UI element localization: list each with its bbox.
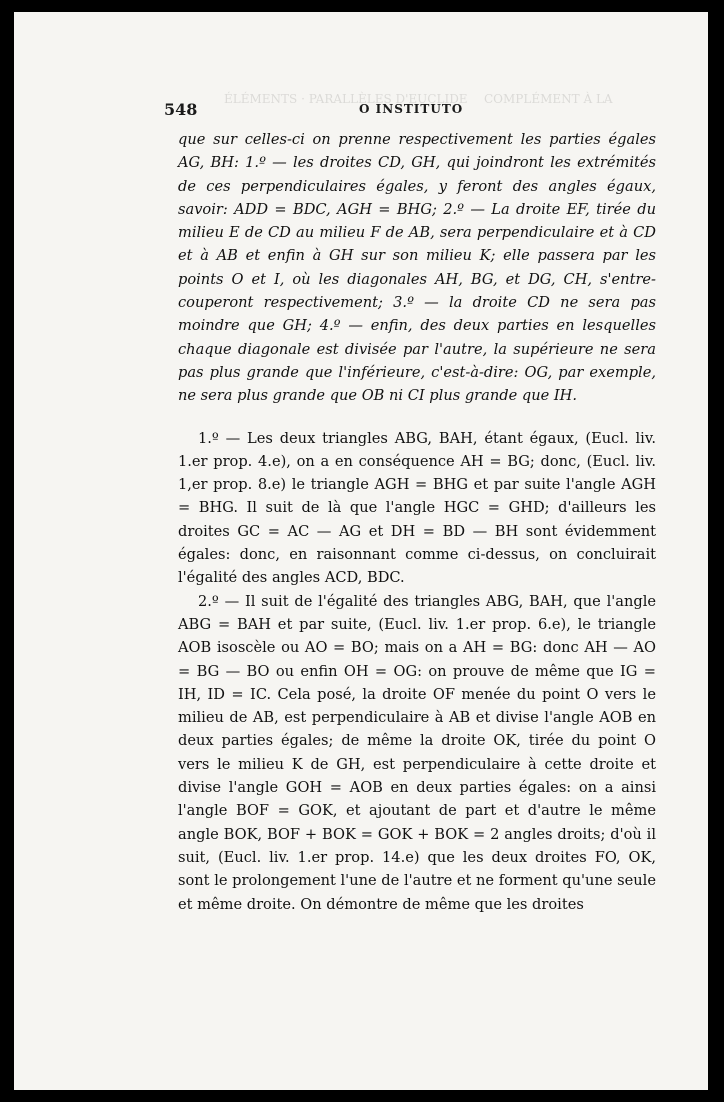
proof-paragraph-2: 2.º — Il suit de l'égalité des triangles ABG, BAH, que l'angle ABG = BAH et par suite, (Eucl. liv. 1.er prop. 6.e), le triangle AOB isoscèle ou AO = BO; mais on a AH = BG: donc AH — AO = BG — BO ou enfin OH = OG: on prouve de même que IG = IH, ID = IC. Cela posé, la droite OF menée du point O vers le milieu de AB, est perpendiculaire à AB et divise l'angle AOB en deux parties égales; de même la droite OK, tirée du point O vers le milieu K de GH, est perpendiculaire à cette droite et divise l'angle GOH = AOB en deux parties égales: on a ainsi l'angle BOF = GOK, et ajoutant de part et d'autre le même angle BOK, BOF + BOK = GOK + BOK = 2 angles droits; d'où il suit, (Eucl. liv. 1.er prop. 14.e) que les deux droites FO, OK, sont le prolongement l'une de l'autre et ne forment qu'une seule et même droite. On démontre de même que les droites	[178, 592, 656, 913]
proof-paragraph-1: 1.º — Les deux triangles ABG, BAH, étant égaux, (Eucl. liv. 1.er prop. 4.e), on a en conséquence AH = BG; donc, (Eucl. liv. 1,er prop. 8.e) le triangle AGH = BHG et par suite l'angle AGH = BHG. Il suit de là que l'angle HGC = GHD; d'ailleurs les droites GC = AC — AG et DH = BD — BH sont évidemment égales: donc, en raisonnant comme ci-dessus, on concluirait l'égalité des angles ACD, BDC.	[178, 429, 656, 587]
page-number: 548	[164, 100, 198, 119]
book-page	[14, 12, 708, 1090]
theorem-statement	[178, 128, 656, 408]
show-through-text: ÉLÉMENTS · PARALLÈLES D'EUCLIDE	[224, 92, 468, 106]
running-title: O INSTITUTO	[359, 102, 464, 116]
page-body	[178, 128, 656, 916]
show-through-text: COMPLÉMENT À LA	[484, 92, 613, 106]
proof	[178, 427, 656, 916]
page-header	[164, 94, 660, 124]
italic-paragraph: que sur celles-ci on prenne respectivement les parties égales AG, BH: 1.º — les droites CD, GH, qui joindront les extrémités de ces perpendiculaires égales, y feront des angles égaux, savoir: ADD = BDC, AGH = BHG; 2.º — La droite EF, tirée du milieu E de CD au milieu F de AB, sera perpendiculaire et à CD et à AB et enfin à GH sur son milieu K; elle passera par les points O et I, où les diagonales AH, BG, et DG, CH, s'entre-couperont respectivement; 3.º — la droite CD ne sera pas moindre que GH; 4.º — enfin, des deux parties en lesquelles chaque diagonale est divisée par l'autre, la supérieure ne sera pas plus grande que l'inférieure, c'est-à-dire: OG, par exemple, ne sera plus grande que OB ni CI plus grande que IH.	[178, 131, 656, 405]
